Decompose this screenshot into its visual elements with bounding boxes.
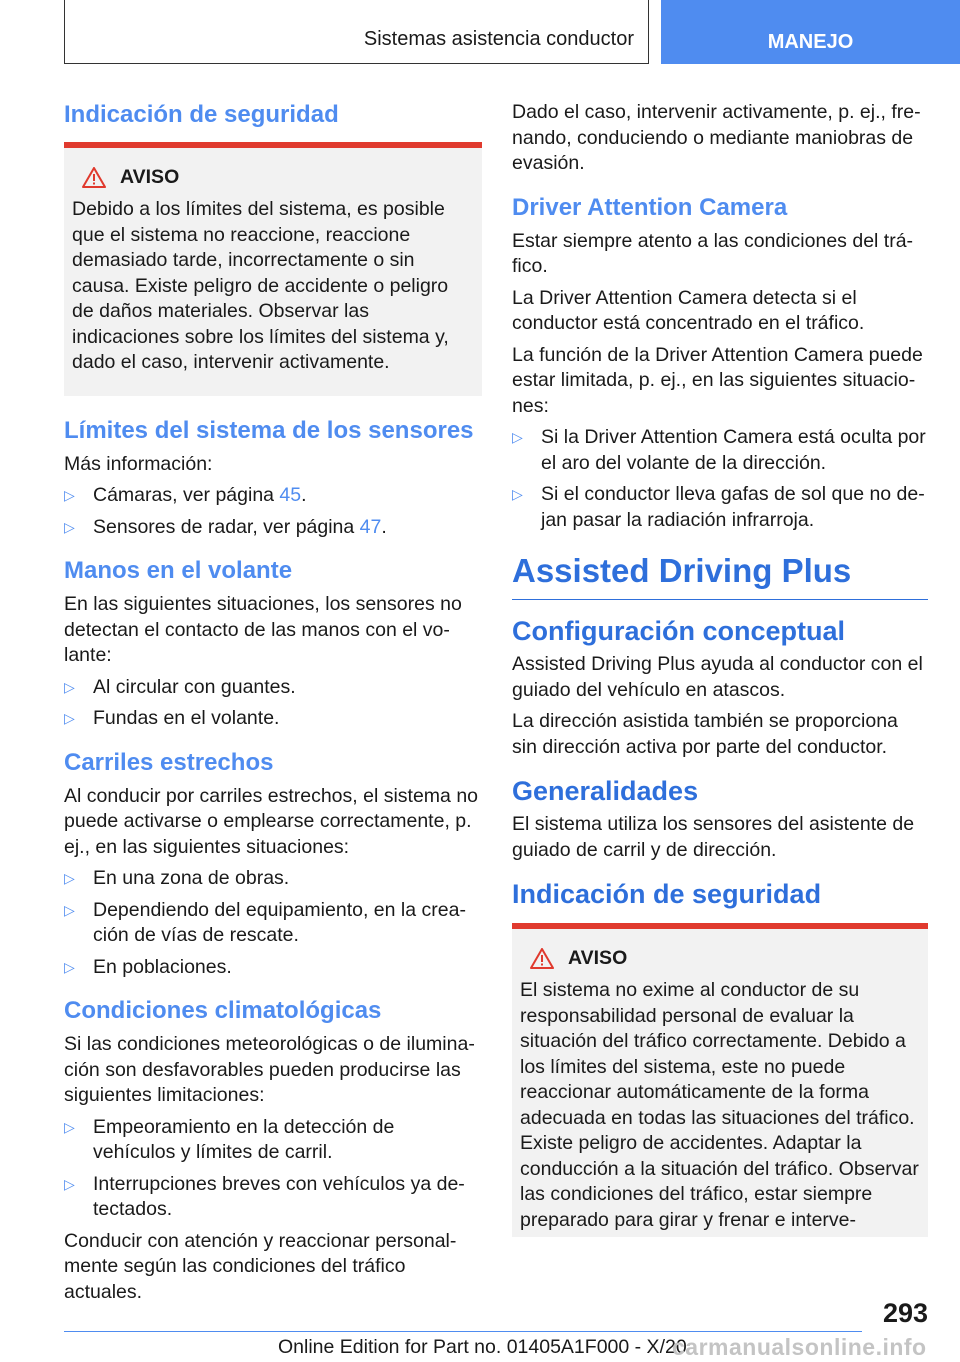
paragraph-camera-3: La función de la Driver Attention Camera puede estar limitada, p. ej., en las siguientes situaciones: [512,343,923,417]
watermark-logo: carmanualsonline.info [672,1334,927,1360]
list-item [64,515,482,541]
footer-rule [64,1331,862,1332]
bullet-triangle-icon: ▷ [512,429,523,445]
bullet-triangle-icon: ▷ [64,710,75,726]
paragraph-camera-2: La Driver Attention Camera detecta si el conductor está concentrado en el tráfico. [512,286,865,334]
list-item-text: Dependiendo del equipamiento, en la creación de vías de rescate. [93,898,466,946]
heading-hands-on-wheel: Manos en el volante [64,557,293,584]
warning-header [82,166,474,189]
paragraph-hands: En las siguientes situaciones, los sensores no detectan el contacto de las manos con el volante: [64,593,462,666]
right-column [512,100,928,1237]
paragraph-concept-2: La dirección asistida también se proporciona sin dirección activa por parte del conductor. [512,710,898,758]
list-item-text: Interrupciones breves con vehículos ya detectados. [93,1172,465,1220]
paragraph-weather: Si las condiciones meteorológicas o de iluminación son desfavorables pueden producirse las siguientes limitaciones: [64,1033,475,1106]
bullet-list-limits [64,483,482,540]
list-item-text: Si el conductor lleva gafas de sol que no dejan pasar la radiación infrarroja. [541,483,925,531]
bullet-list-hands [64,675,482,732]
warning-text: El sistema no exime al conductor de su responsabilidad personal de evaluar la situación del tráfico correctamente. Debido a los límites del sistema, este no puede reaccionar automáticamente de la forma adecuada en todas las situaciones del tráfico. Existe peligro de accidentes. Adaptar la conducción a la situación del tráfico. Observar las condiciones del tráfico, estar siempre preparado para girar y frenar e interve- [520,979,919,1231]
list-item-text: Fundas en el volante. [93,707,280,729]
paragraph-lanes: Al conducir por carriles estrechos, el sistema no puede activarse o emplearse correctamente, p. ej., en las siguientes situaciones: [64,784,479,858]
heading-safety: Indicación de seguridad [64,101,339,128]
warning-box [64,142,482,396]
warning-triangle-icon [82,167,106,188]
header-title: Sistemas asistencia conductor [363,28,634,50]
warning-label: AVISO [568,947,628,969]
list-item-text: Sensores de radar, ver página [93,515,360,538]
heading-general: Generalidades [512,776,699,806]
bullet-list-lanes [64,866,482,980]
chapter-rule [512,599,928,600]
paragraph-concept-1: Assisted Driving Plus ayuda al conductor con el guiado del vehículo en atascos. [512,653,923,701]
paragraph-weather-end: Conducir con atención y reaccionar personalmente según las condiciones del tráfico actuales. [64,1229,457,1303]
list-item [64,483,482,509]
warning-header [530,947,920,970]
bullet-triangle-icon: ▷ [64,1175,75,1192]
bullet-triangle-icon: ▷ [64,518,75,535]
warning-label: AVISO [120,166,180,188]
paragraph-camera-1: Estar siempre atento a las condiciones del tráfico. [512,229,914,277]
list-item-end: . [301,484,307,506]
list-item-text: En una zona de obras. [93,867,290,889]
bullet-triangle-icon: ▷ [64,901,75,918]
heading-driver-attention-camera: Driver Attention Camera [512,193,788,221]
list-item-text: Si la Driver Attention Camera está oculta por el aro del volante de la dirección. [541,426,926,474]
heading-narrow-lanes: Carriles estrechos [64,748,274,776]
warning-text: Debido a los límites del sistema, es posible que el sistema no reaccione, reaccione demasiado tarde, incorrectamente o sin causa. Existe peligro de accidente o peligro de daños materiales. Observar las indicaciones sobre los límites del sistema y, dado el caso, intervenir activamente. [72,198,449,373]
list-item [512,482,928,533]
more-info-label: Más información: [64,452,213,475]
list-item [512,425,928,476]
page-link-45[interactable]: 45 [279,484,302,506]
bullet-triangle-icon: ▷ [64,958,75,975]
list-item-end: . [381,515,387,538]
bullet-triangle-icon: ▷ [64,487,75,503]
list-item [64,1172,482,1223]
list-item [64,898,482,949]
list-item-text: En poblaciones. [93,955,232,978]
chapter-title-assisted-driving-plus: Assisted Driving Plus [512,552,852,589]
heading-weather: Condiciones climatológicas [64,997,382,1024]
heading-safety-2: Indicación de seguridad [512,879,822,909]
list-item-text: Cámaras, ver página [93,484,280,506]
warning-triangle-icon [530,948,554,969]
bullet-list-camera [512,425,928,533]
list-item [64,955,482,981]
page-number: 293 [882,1298,928,1328]
header-box [64,0,649,64]
heading-concept: Configuración conceptual [512,616,846,646]
page-link-47[interactable]: 47 [359,515,382,538]
warning-box [512,923,928,1237]
bullet-triangle-icon: ▷ [64,678,75,695]
bullet-triangle-icon: ▷ [64,870,75,886]
footer-edition: Online Edition for Part no. 01405A1F000 - X/20 [278,1336,687,1358]
list-item [64,675,482,701]
list-item [64,706,482,732]
paragraph-continued: Dado el caso, intervenir activamente, p. ej., frenando, conduciendo o mediante maniobras de evasión. [512,101,921,174]
left-column [64,100,482,1311]
list-item-text: Al circular con guantes. [93,675,296,698]
paragraph-general: El sistema utiliza los sensores del asistente de guiado de carril y de dirección. [512,813,915,861]
bullet-triangle-icon: ▷ [64,1118,75,1135]
list-item-text: Empeoramiento en la detección de vehículos y límites de carril. [93,1115,395,1163]
list-item [64,1115,482,1166]
bullet-triangle-icon: ▷ [512,486,523,502]
list-item [64,866,482,892]
heading-sensor-limits: Límites del sistema de los sensores [64,416,474,444]
bullet-list-weather [64,1115,482,1223]
header-tab-manejo[interactable]: MANEJO [661,0,960,64]
